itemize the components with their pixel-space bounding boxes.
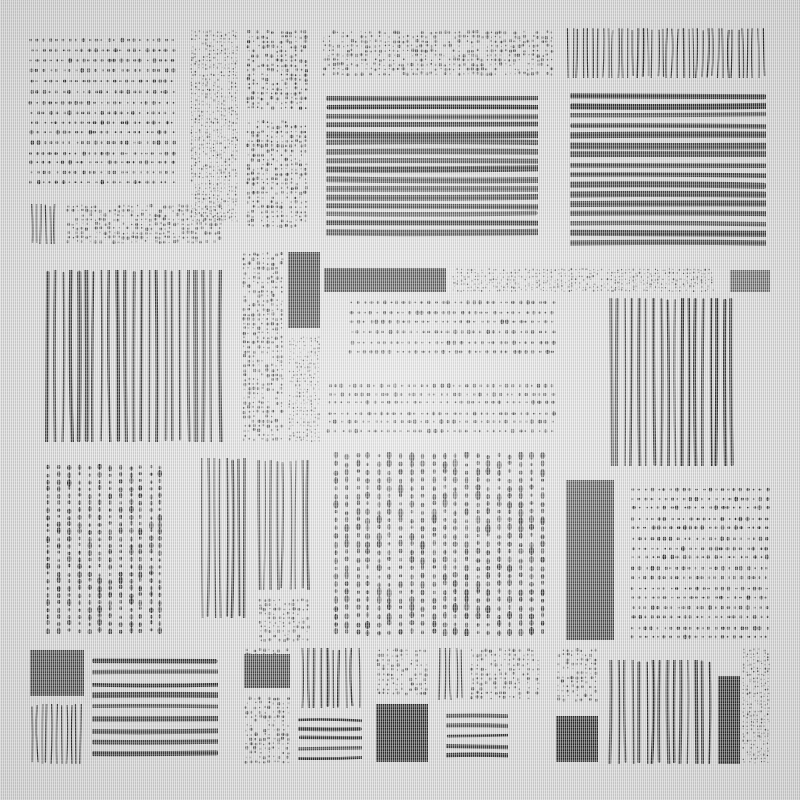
pattern-block-vline-9 <box>30 204 58 244</box>
pattern-block-solid-17 <box>730 270 770 292</box>
pattern-block-vline-43 <box>608 660 714 764</box>
pattern-block-hstripe-8 <box>570 92 766 250</box>
pattern-block-micro-2 <box>190 30 238 222</box>
pattern-block-hstripe-30 <box>92 656 218 762</box>
pattern-block-micro-16 <box>452 268 714 292</box>
pattern-block-micro-39 <box>470 648 540 700</box>
pattern-block-micro-33 <box>244 696 290 764</box>
pattern-block-vline-38 <box>438 648 464 700</box>
pattern-block-hstripe-35 <box>298 716 362 764</box>
pattern-block-solid-32 <box>244 654 290 688</box>
pattern-block-vline-6 <box>566 28 766 78</box>
pattern-block-vline-23 <box>256 460 312 590</box>
pattern-block-vline-20 <box>608 298 736 466</box>
pattern-block-vline-11 <box>44 270 224 442</box>
pattern-block-vline-34 <box>300 648 362 708</box>
pattern-block-dots-1 <box>28 36 176 188</box>
pattern-block-micro-14 <box>288 336 320 442</box>
pattern-block-micro-45 <box>742 648 770 764</box>
pattern-block-micro-24 <box>258 598 310 642</box>
pattern-block-micro-41 <box>556 648 598 702</box>
pattern-block-solid-37 <box>376 704 428 762</box>
pattern-block-hstripe-40 <box>446 712 508 762</box>
pattern-block-hstripe-7 <box>326 96 538 238</box>
pattern-block-solid-13 <box>288 252 320 328</box>
pattern-block-solid-28 <box>30 650 84 696</box>
pattern-block-vline-29 <box>30 704 84 764</box>
pattern-block-beadv-25 <box>330 452 548 636</box>
pattern-block-vline-22 <box>200 458 248 618</box>
pattern-block-solid-26 <box>566 480 614 640</box>
pattern-block-micro-3 <box>246 30 308 110</box>
pattern-block-solid-42 <box>556 716 598 762</box>
pattern-block-micro-12 <box>242 252 284 442</box>
pattern-block-beadv-21 <box>44 464 166 634</box>
pattern-block-solid-15 <box>324 268 446 292</box>
pattern-block-micro-10 <box>66 204 222 244</box>
pattern-block-micro-4 <box>246 120 308 228</box>
pattern-block-dots-19 <box>326 380 556 436</box>
pattern-block-solid-44 <box>718 676 740 764</box>
pattern-block-dots-18 <box>348 298 556 358</box>
pattern-block-micro-5 <box>322 30 554 76</box>
pattern-block-micro-36 <box>376 648 428 696</box>
pattern-block-dots-27 <box>630 484 770 642</box>
